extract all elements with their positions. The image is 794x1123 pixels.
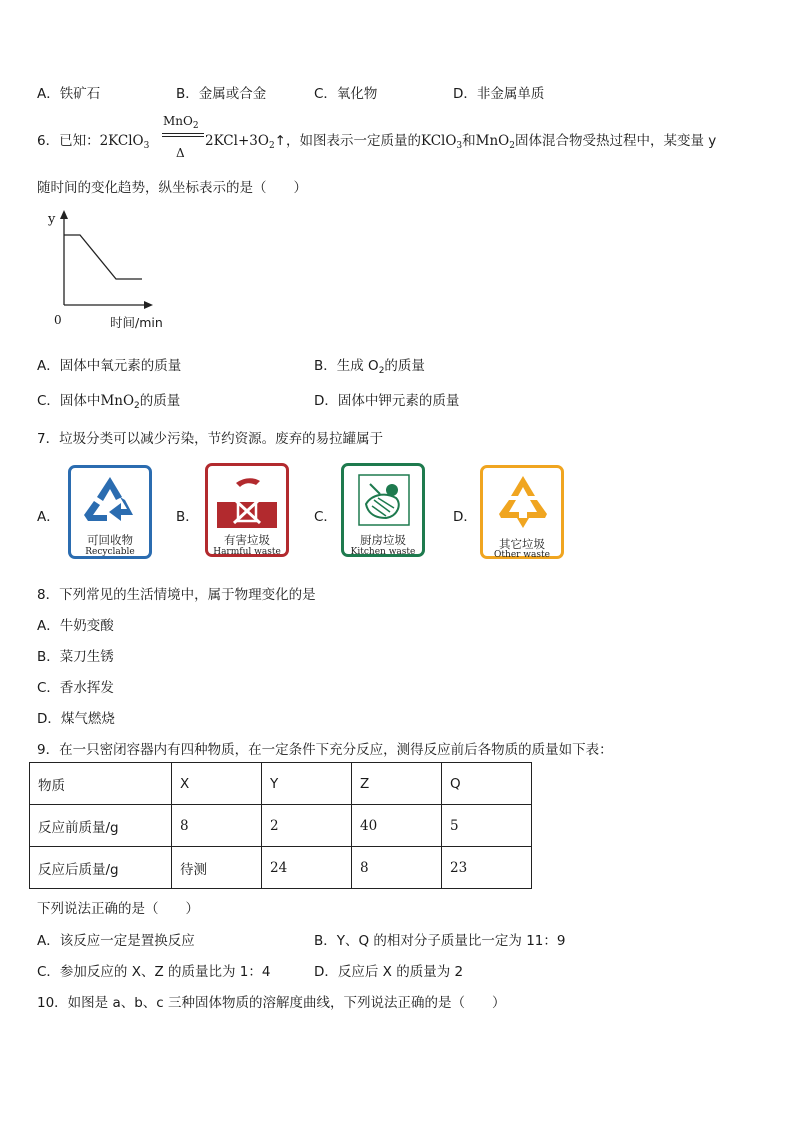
table-row	[30, 847, 532, 889]
battery-cross-icon	[230, 475, 266, 527]
q6-stem-line2: 随时间的变化趋势，纵坐标表示的是（ ）	[37, 180, 307, 196]
table-cell: Z	[352, 763, 442, 805]
q6-mno2: MnO$_2$	[475, 133, 515, 151]
recycle-icon	[81, 474, 139, 526]
q6-equation-rhs: $2KCl+3O_2$	[205, 133, 275, 151]
bin-label-en: Kitchen waste	[350, 547, 416, 557]
graph-origin-label: 0	[54, 313, 62, 327]
recyclable-bin-icon	[68, 465, 152, 559]
q8-option-d: D．煤气燃烧	[37, 711, 115, 727]
table-cell: 40	[352, 805, 442, 847]
triangle-arrows-icon	[495, 474, 551, 530]
kitchen-waste-bin-icon	[341, 463, 425, 557]
table-row	[30, 763, 532, 805]
q7-option-b-label: B．	[176, 509, 199, 525]
q6-prefix: 6．已知：	[37, 133, 100, 149]
bin-label-cn: 厨房垃圾	[360, 533, 406, 547]
table-cell: 23	[442, 847, 532, 889]
table-cell: 反应前质量/g	[30, 805, 172, 847]
table-cell: 待测	[172, 847, 262, 889]
table-cell: Q	[442, 763, 532, 805]
q9-stem: 9．在一只密闭容器内有四种物质，在一定条件下充分反应，测得反应前后各物质的质量如下表：	[37, 742, 613, 758]
y-axis-arrow-icon	[60, 210, 68, 219]
q7-option-c-label: C．	[314, 509, 337, 525]
q6-condition-heat: Δ	[176, 146, 185, 160]
q5-option-b: B．金属或合金	[176, 86, 267, 102]
table-cell: 24	[262, 847, 352, 889]
q8-stem: 8．下列常见的生活情境中，属于物理变化的是	[37, 587, 316, 603]
q6-option-c: C．固体中MnO$_2$的质量	[37, 393, 181, 411]
q9-option-d: D．反应后 X 的质量为 2	[314, 964, 464, 980]
bin-label-en: Other waste	[494, 550, 550, 560]
q5-option-d: D．非金属单质	[453, 86, 545, 102]
q8-option-a: A．牛奶变酸	[37, 618, 114, 634]
mass-table	[29, 762, 532, 889]
q9-option-a: A．该反应一定是置换反应	[37, 933, 195, 949]
q6-option-d: D．固体中钾元素的质量	[314, 393, 460, 409]
graph-y-label: y	[48, 212, 56, 227]
q6-equal-line-bottom	[162, 136, 204, 137]
gas-arrow-icon: ↑	[274, 133, 286, 149]
q6-kclo3: KClO$_3$	[420, 133, 463, 151]
q8-option-b: B．菜刀生锈	[37, 649, 114, 665]
table-cell: 8	[172, 805, 262, 847]
x-axis-arrow-icon	[144, 301, 153, 309]
table-row	[30, 805, 532, 847]
table-cell: 8	[352, 847, 442, 889]
q6-equal-line-top	[162, 133, 204, 134]
q6-stem-line1-rest: $2KCl+3O_2↑$，如图表示一定质量的KClO$_3$和MnO$_2$固体混合物受热过程中，某变量 y	[205, 133, 717, 151]
q7-stem: 7．垃圾分类可以减少污染，节约资源。废弃的易拉罐属于	[37, 431, 384, 447]
bin-label-en: Recyclable	[85, 547, 135, 557]
q8-option-c: C．香水挥发	[37, 680, 114, 696]
bin-label-cn: 可回收物	[87, 533, 133, 547]
other-waste-bin-icon	[480, 465, 564, 559]
q10-stem: 10．如图是 a、b、c 三种固体物质的溶解度曲线，下列说法正确的是（ ）	[37, 995, 506, 1011]
q9-option-b: B．Y、Q 的相对分子质量比一定为 11：9	[314, 933, 566, 949]
fishbone-icon	[358, 474, 410, 526]
q6-option-b: B．生成 $O_2$的质量	[314, 358, 425, 376]
q7-option-d-label: D．	[453, 509, 477, 525]
table-cell: Y	[262, 763, 352, 805]
q9-question: 下列说法正确的是（ ）	[37, 901, 199, 917]
table-cell: 2	[262, 805, 352, 847]
bin-label-en: Harmful waste	[213, 547, 281, 557]
q7-option-a-label: A．	[37, 509, 60, 525]
q6-option-a: A．固体中氧元素的质量	[37, 358, 182, 374]
table-cell: X	[172, 763, 262, 805]
bin-label-cn: 其它垃圾	[499, 537, 545, 551]
table-cell: 5	[442, 805, 532, 847]
q5-option-a: A．铁矿石	[37, 86, 101, 102]
trend-line	[64, 235, 142, 279]
bin-label-cn: 有害垃圾	[224, 533, 270, 547]
graph-x-label: 时间/min	[110, 315, 163, 330]
q6-equation-lhs: 2KClO$_3$	[99, 133, 150, 151]
q6-stem-line1	[37, 129, 149, 151]
q5-option-c: C．氧化物	[314, 86, 378, 102]
q9-option-c: C．参加反应的 X、Z 的质量比为 1：4	[37, 964, 271, 980]
harmful-waste-bin-icon	[205, 463, 289, 557]
q6-condition-catalyst: MnO$_2$	[163, 114, 199, 131]
table-cell: 反应后质量/g	[30, 847, 172, 889]
table-cell: 物质	[30, 763, 172, 805]
